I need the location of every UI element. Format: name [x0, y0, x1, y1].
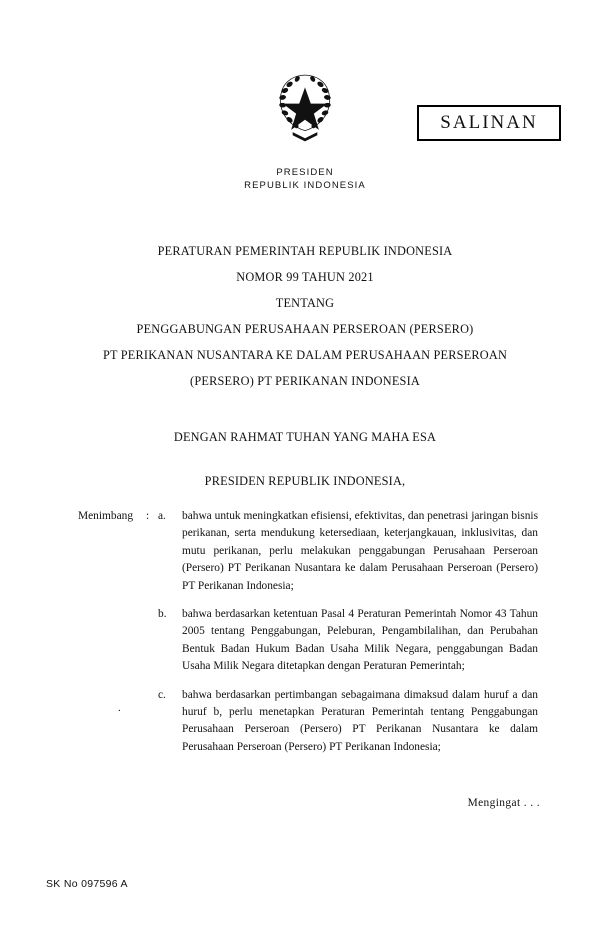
- page-title: [60, 238, 550, 394]
- garuda-star-emblem-icon: [266, 72, 344, 146]
- stray-mark: .: [118, 702, 121, 714]
- header-line-presiden: PRESIDEN: [276, 167, 334, 178]
- considering-section: [78, 508, 538, 756]
- preamble-blessing: DENGAN RAHMAT TUHAN YANG MAHA ESA: [173, 430, 437, 444]
- title-line-1: PERATURAN PEMERINTAH REPUBLIK INDONESIA: [157, 244, 453, 258]
- salinan-label: SALINAN: [440, 112, 538, 133]
- considering-item-c: [78, 687, 538, 757]
- title-line-4: PENGGABUNGAN PERUSAHAAN PERSEROAN (PERSERO): [136, 322, 474, 336]
- document-header: [0, 166, 610, 192]
- footer-document-code: SK No 097596 A: [46, 878, 128, 890]
- considering-label: Menimbang: [78, 510, 134, 522]
- title-line-3: TENTANG: [275, 296, 335, 310]
- title-line-6: (PERSERO) PT PERIKANAN INDONESIA: [190, 374, 420, 388]
- considering-colon: :: [146, 510, 150, 522]
- title-line-5: PT PERIKANAN NUSANTARA KE DALAM PERUSAHAAN PERSEROAN: [102, 348, 508, 362]
- considering-text-b: bahwa berdasarkan ketentuan Pasal 4 Peraturan Pemerintah Nomor 43 Tahun 2005 tentang Penggabungan, Peleburan, Pengambilalihan, dan Perubahan Bentuk Badan Hukum Badan Usaha Milik Negara, penggabungan Badan Usaha Milik Negara ditetapkan dengan Peraturan Pemerintah;: [182, 608, 538, 673]
- considering-letter-c: c.: [158, 688, 166, 701]
- considering-item-a: [78, 508, 538, 595]
- status-badge-salinan: [417, 105, 561, 141]
- considering-text-c: bahwa berdasarkan pertimbangan sebagaimana dimaksud dalam huruf a dan huruf b, perlu menetapkan Peraturan Pemerintah tentang Penggabungan Perusahaan Perseroan (Persero) PT Perikanan Nusantara ke dalam Perusahaan Perseroan (Persero) PT Perikanan Indonesia;: [182, 688, 538, 753]
- header-line-republik: REPUBLIK INDONESIA: [244, 180, 366, 191]
- considering-letter-b: b.: [158, 608, 167, 621]
- preamble-block: [60, 424, 550, 494]
- preamble-authority: PRESIDEN REPUBLIK INDONESIA,: [204, 474, 406, 488]
- considering-letter-a: a.: [158, 510, 166, 522]
- title-line-2: NOMOR 99 TAHUN 2021: [236, 270, 374, 284]
- considering-item-b: [78, 606, 538, 676]
- continuation-marker: Mengingat . . .: [467, 797, 540, 809]
- considering-text-a: bahwa untuk meningkatkan efisiensi, efektivitas, dan penetrasi jaringan bisnis perikanan, serta mendukung ketersediaan, keterjangkauan, inklusivitas, dan mutu perikanan, perlu melakukan penggabungan Perusahaan Perseroan (Persero) PT Perikanan Nusantara ke dalam Perusahaan Perseroan (Persero) PT Perikanan Indonesia;: [182, 510, 538, 592]
